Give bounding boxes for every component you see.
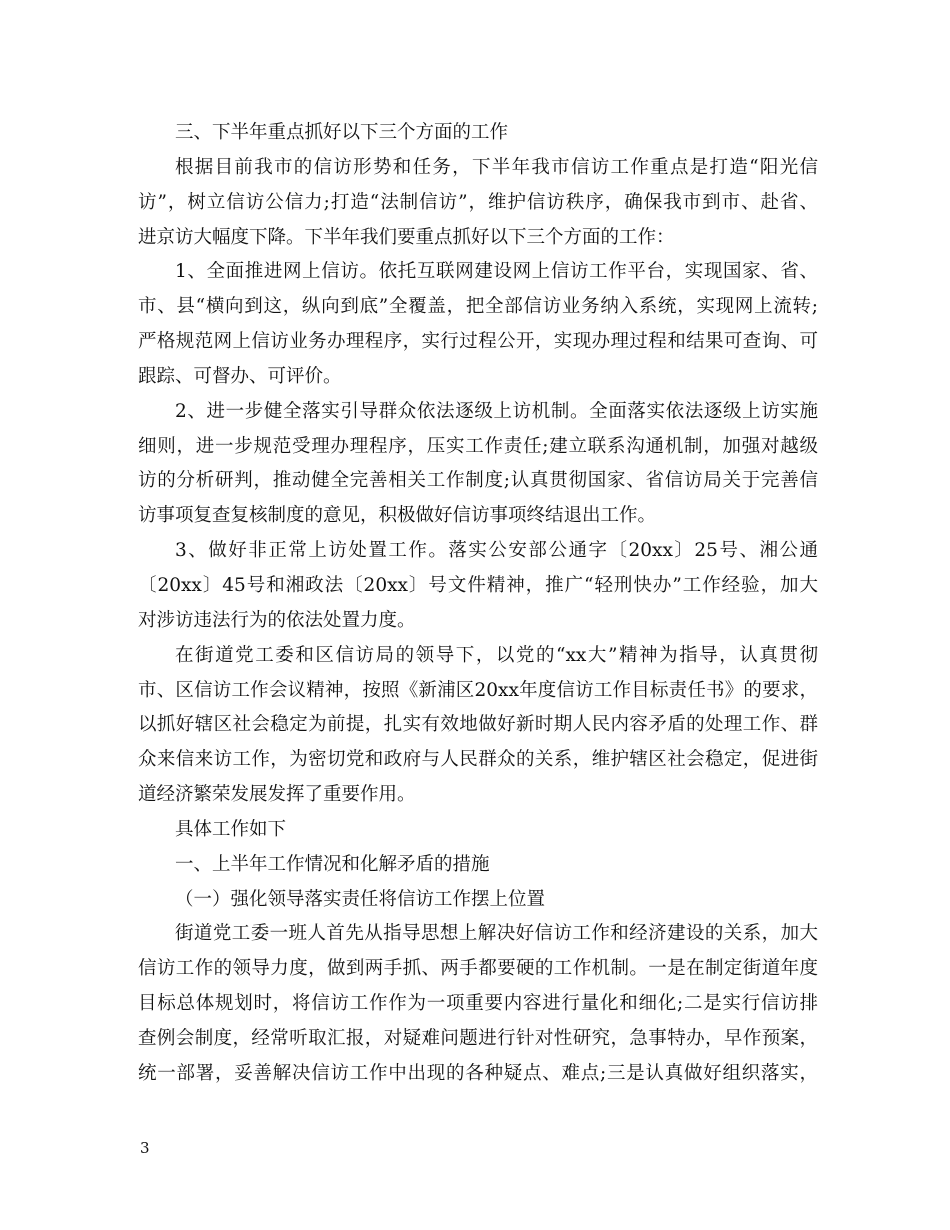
paragraph-line: 信访工作的领导力度，做到两手抓、两手都要硬的工作机制。一是在制定街道年度 (138, 958, 818, 980)
subheading: 具体工作如下 (175, 818, 287, 840)
section-heading-3: 三、下半年重点抓好以下三个方面的工作 (175, 122, 509, 143)
list-item-1-line: 1、全面推进网上信访。依托互联网建设网上信访工作平台，实现国家、省、 (175, 261, 818, 283)
list-item-3-line: 3、做好非正常上访处置工作。落实公安部公通字〔20xx〕25号、湘公通 (175, 540, 818, 562)
subsection-heading: （一）强化领导落实责任将信访工作摆上位置 (175, 888, 546, 910)
list-item-1-line: 跟踪、可督办、可评价。 (138, 365, 342, 387)
list-item-2-line: 细则，进一步规范受理办理程序，压实工作责任;建立联系沟通机制，加强对越级 (138, 435, 818, 457)
list-item-2-line: 访事项复查复核制度的意见，积极做好信访事项终结退出工作。 (138, 505, 657, 527)
paragraph-line: 查例会制度，经常听取汇报，对疑难问题进行针对性研究，急事特办，早作预案， (138, 1027, 818, 1049)
list-item-2-line: 访的分析研判，推动健全完善相关工作制度;认真贯彻国家、省信访局关于完善信 (138, 470, 818, 492)
paragraph-line: 根据目前我市的信访形势和任务，下半年我市信访工作重点是打造“阳光信 (175, 156, 818, 178)
paragraph-line: 市、区信访工作会议精神，按照《新浦区20xx年度信访工作目标责任书》的要求， (138, 679, 818, 701)
list-item-2-line: 2、进一步健全落实引导群众依法逐级上访机制。全面落实依法逐级上访实施 (175, 400, 818, 422)
paragraph-line: 在街道党工委和区信访局的领导下，以党的“xx大”精神为指导，认真贯彻 (175, 644, 818, 666)
paragraph-line: 目标总体规划时，将信访工作作为一项重要内容进行量化和细化;二是实行信访排 (138, 993, 818, 1015)
list-item-3-line: 对涉访违法行为的依法处置力度。 (138, 609, 416, 631)
section-heading-1: 一、上半年工作情况和化解矛盾的措施 (175, 853, 490, 875)
paragraph-line: 众来信来访工作，为密切党和政府与人民群众的关系，维护辖区社会稳定，促进街 (138, 749, 818, 771)
list-item-1-line: 严格规范网上信访业务办理程序，实行过程公开，实现办理过程和结果可查询、可 (138, 331, 818, 353)
paragraph-line: 进京访大幅度下降。下半年我们要重点抓好以下三个方面的工作： (138, 226, 675, 248)
paragraph-line: 街道党工委一班人首先从指导思想上解决好信访工作和经济建设的关系，加大 (175, 923, 818, 945)
paragraph-line: 以抓好辖区社会稳定为前提，扎实有效地做好新时期人民内容矛盾的处理工作、群 (138, 714, 818, 736)
list-item-3-line: 〔20xx〕45号和湘政法〔20xx〕号文件精神，推广“轻刑快办”工作经验，加大 (138, 574, 818, 596)
list-item-1-line: 市、县“横向到这，纵向到底”全覆盖，把全部信访业务纳入系统，实现网上流转; (138, 296, 818, 318)
paragraph-line: 访”，树立信访公信力;打造“法制信访”，维护信访秩序，确保我市到市、赴省、 (138, 191, 818, 213)
document-body (138, 116, 818, 1092)
page-number: 3 (140, 1139, 150, 1157)
paragraph-line: 统一部署，妥善解决信访工作中出现的各种疑点、难点;三是认真做好组织落实， (138, 1062, 818, 1084)
paragraph-line: 道经济繁荣发展发挥了重要作用。 (138, 784, 416, 806)
